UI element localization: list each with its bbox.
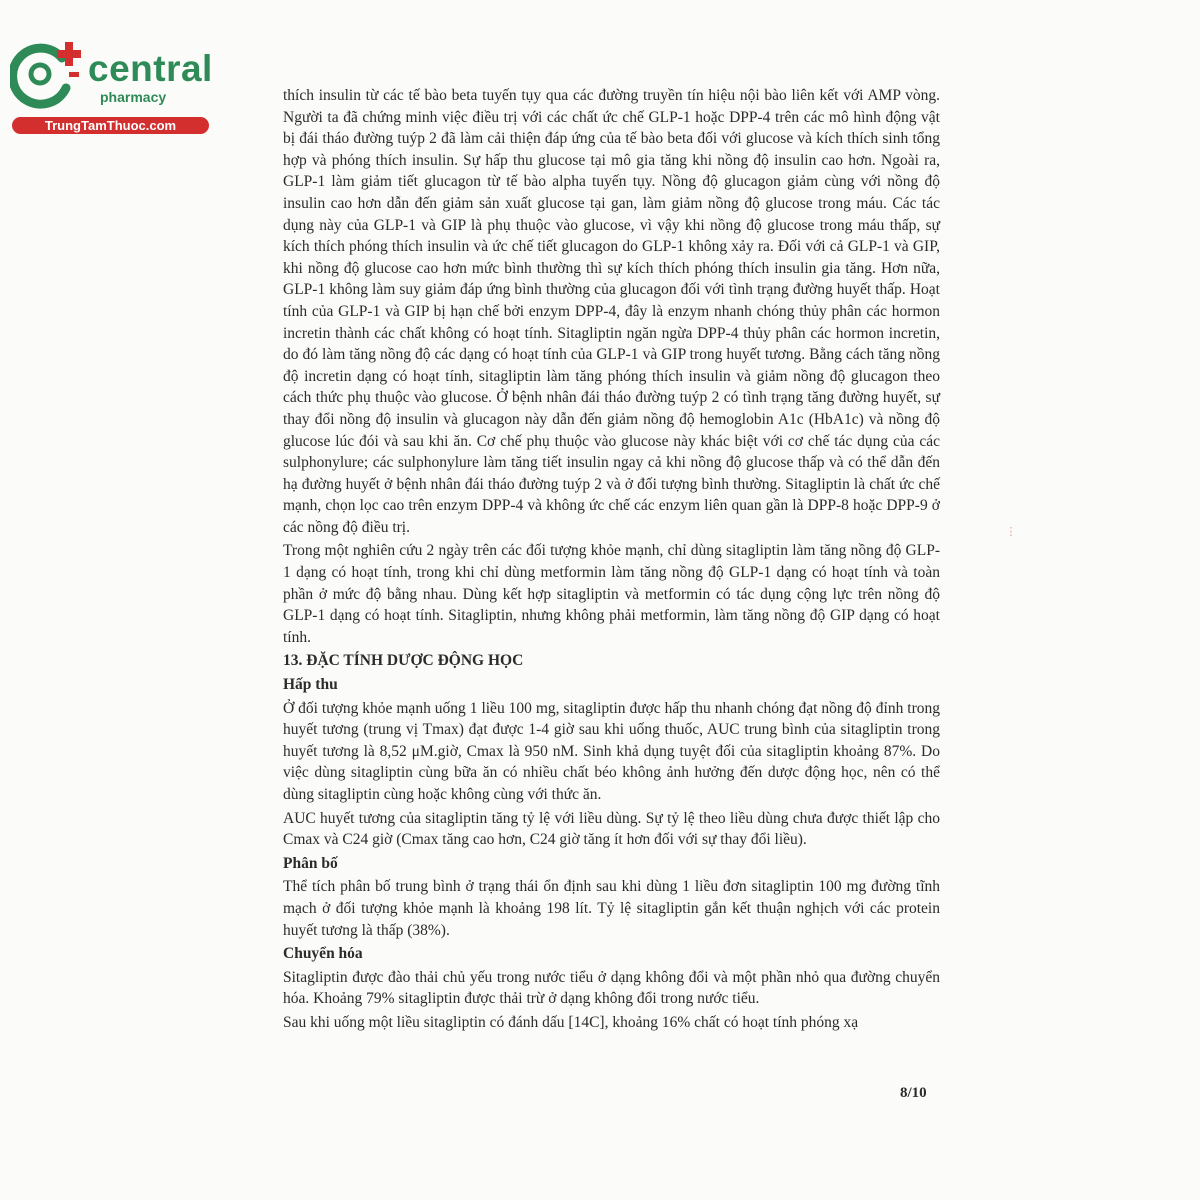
- document-body: [283, 85, 940, 1034]
- subheading-distribution: Phân bố: [283, 854, 338, 872]
- site-name: TrungTamThuoc.com: [12, 117, 209, 134]
- section-heading: 13. ĐẶC TÍNH DƯỢC ĐỘNG HỌC: [283, 652, 524, 670]
- paragraph-distribution: Thể tích phân bố trung bình ở trạng thái ổn định sau khi dùng 1 liều đơn sitagliptin 100 mg đường tĩnh mạch ở đối tượng khỏe mạnh là khoảng 198 lít. Tỷ lệ sitagliptin gắn kết thuận nghịch với các protein huyết tương là thấp (38%).: [283, 878, 940, 939]
- paragraph-absorption-1: Ở đối tượng khỏe mạnh uống 1 liều 100 mg, sitagliptin được hấp thu nhanh chóng đạt nồng độ đỉnh trong huyết tương (trung vị Tmax) đạt được 1-4 giờ sau khi uống thuốc, AUC trung bình của sitagliptin trong huyết tương là 8,52 μM.giờ, Cmax là 950 nM. Sinh khả dụng tuyệt đối của sitagliptin khoảng 87%. Do việc dùng sitagliptin cùng bữa ăn có nhiều chất béo không ảnh hưởng đến dược động học, nên có thể dùng sitagliptin cùng hoặc không cùng với thức ăn.: [283, 699, 940, 803]
- margin-stamp: ⋮: [1005, 526, 1017, 538]
- brand-subtitle: pharmacy: [100, 89, 167, 105]
- logo: [10, 36, 220, 136]
- paragraph-metabolism-2: Sau khi uống một liều sitagliptin có đánh dấu [14C], khoảng 16% chất có hoạt tính phóng xạ: [283, 1013, 859, 1031]
- paragraph-absorption-2: AUC huyết tương của sitagliptin tăng tỷ lệ với liều dùng. Sự tỷ lệ theo liều dùng chưa được thiết lập cho Cmax và C24 giờ (Cmax tăng cao hơn, C24 giờ tăng ít hơn đối với sự thay đổi liều).: [283, 809, 940, 849]
- subheading-absorption: Hấp thu: [283, 676, 338, 694]
- subheading-metabolism: Chuyển hóa: [283, 945, 363, 963]
- pharmacy-cross-logo-icon: [10, 36, 90, 114]
- brand-name: central: [88, 48, 213, 89]
- page-number: 8/10: [900, 1085, 927, 1101]
- paragraph-mechanism: thích insulin từ các tế bào beta tuyến tụy qua các đường truyền tín hiệu nội bào liên kết với AMP vòng. Người ta đã chứng minh việc điều trị với các chất ức chế GLP-1 hoặc DPP-4 trên các mô hình động vật bị đái tháo đường tuýp 2 đã làm cải thiện đáp ứng của tế bào beta đối với glucose và kích thích sinh tổng hợp và phóng thích insulin. Sự hấp thu glucose tại mô gia tăng khi nồng độ insulin cao hơn. Ngoài ra, GLP-1 làm giảm tiết glucagon từ tế bào alpha tuyến tụy. Nồng độ glucagon giảm cùng với nồng độ insulin cao hơn dẫn đến giảm sản xuất glucose tại gan, làm giảm nồng độ glucose trong máu. Các tác dụng này của GLP-1 và GIP là phụ thuộc vào glucose, vì vậy khi nồng độ glucose trong máu thấp, sự kích thích phóng thích insulin và ức chế tiết glucagon do GLP-1 không xảy ra. Đối với cả GLP-1 và GIP, khi nồng độ glucose cao hơn mức bình thường thì sự kích thích phóng thích insulin gia tăng. Hơn nữa, GLP-1 không làm suy giảm đáp ứng bình thường của glucagon đối với tình trạng đường huyết thấp. Hoạt tính của GLP-1 và GIP bị hạn chế bởi enzym DPP-4, đây là enzym nhanh chóng thủy phân các hormon incretin thành các chất không có hoạt tính. Sitagliptin ngăn ngừa DPP-4 thủy phân các hormon incretin, do đó làm tăng nồng độ các dạng có hoạt tính của GLP-1 và GIP trong huyết tương. Bằng cách tăng nồng độ incretin dạng có hoạt tính, sitagliptin làm tăng phóng thích insulin và giảm nồng độ glucagon theo cách thức phụ thuộc vào glucose. Ở bệnh nhân đái tháo đường tuýp 2 có tình trạng tăng đường huyết, sự thay đổi nồng độ insulin và glucagon này dẫn đến giảm nồng độ hemoglobin A1c (HbA1c) và nồng độ glucose lúc đói và sau khi ăn. Cơ chế phụ thuộc vào glucose này khác biệt với cơ chế tác dụng của các sulphonylure; các sulphonylure làm tăng tiết insulin ngay cả khi nồng độ glucose thấp và có thể dẫn đến hạ đường huyết ở bệnh nhân đái tháo đường tuýp 2 và ở đối tượng bình thường. Sitagliptin là chất ức chế mạnh, chọn lọc cao trên enzym DPP-4 và không ức chế các enzym liên quan gần là DPP-8 hoặc DPP-9 ở các nồng độ điều trị.: [283, 87, 940, 536]
- paragraph-study: Trong một nghiên cứu 2 ngày trên các đối tượng khỏe mạnh, chỉ dùng sitagliptin làm tăng nồng độ GLP-1 dạng có hoạt tính, trong khi chỉ dùng metformin làm tăng nồng độ GLP-1 dạng có hoạt tính và toàn phần ở mức độ bằng nhau. Dùng kết hợp sitagliptin và metformin có tác dụng cộng lực trên nồng độ GLP-1 dạng có hoạt tính. Sitagliptin, nhưng không phải metformin, làm tăng nồng độ GIP dạng có hoạt tính.: [283, 542, 940, 646]
- paragraph-metabolism-1: Sitagliptin được đào thải chủ yếu trong nước tiểu ở dạng không đổi và một phần nhỏ qua đường chuyển hóa. Khoảng 79% sitagliptin được thải trừ ở dạng không đổi trong nước tiểu.: [283, 968, 940, 1008]
